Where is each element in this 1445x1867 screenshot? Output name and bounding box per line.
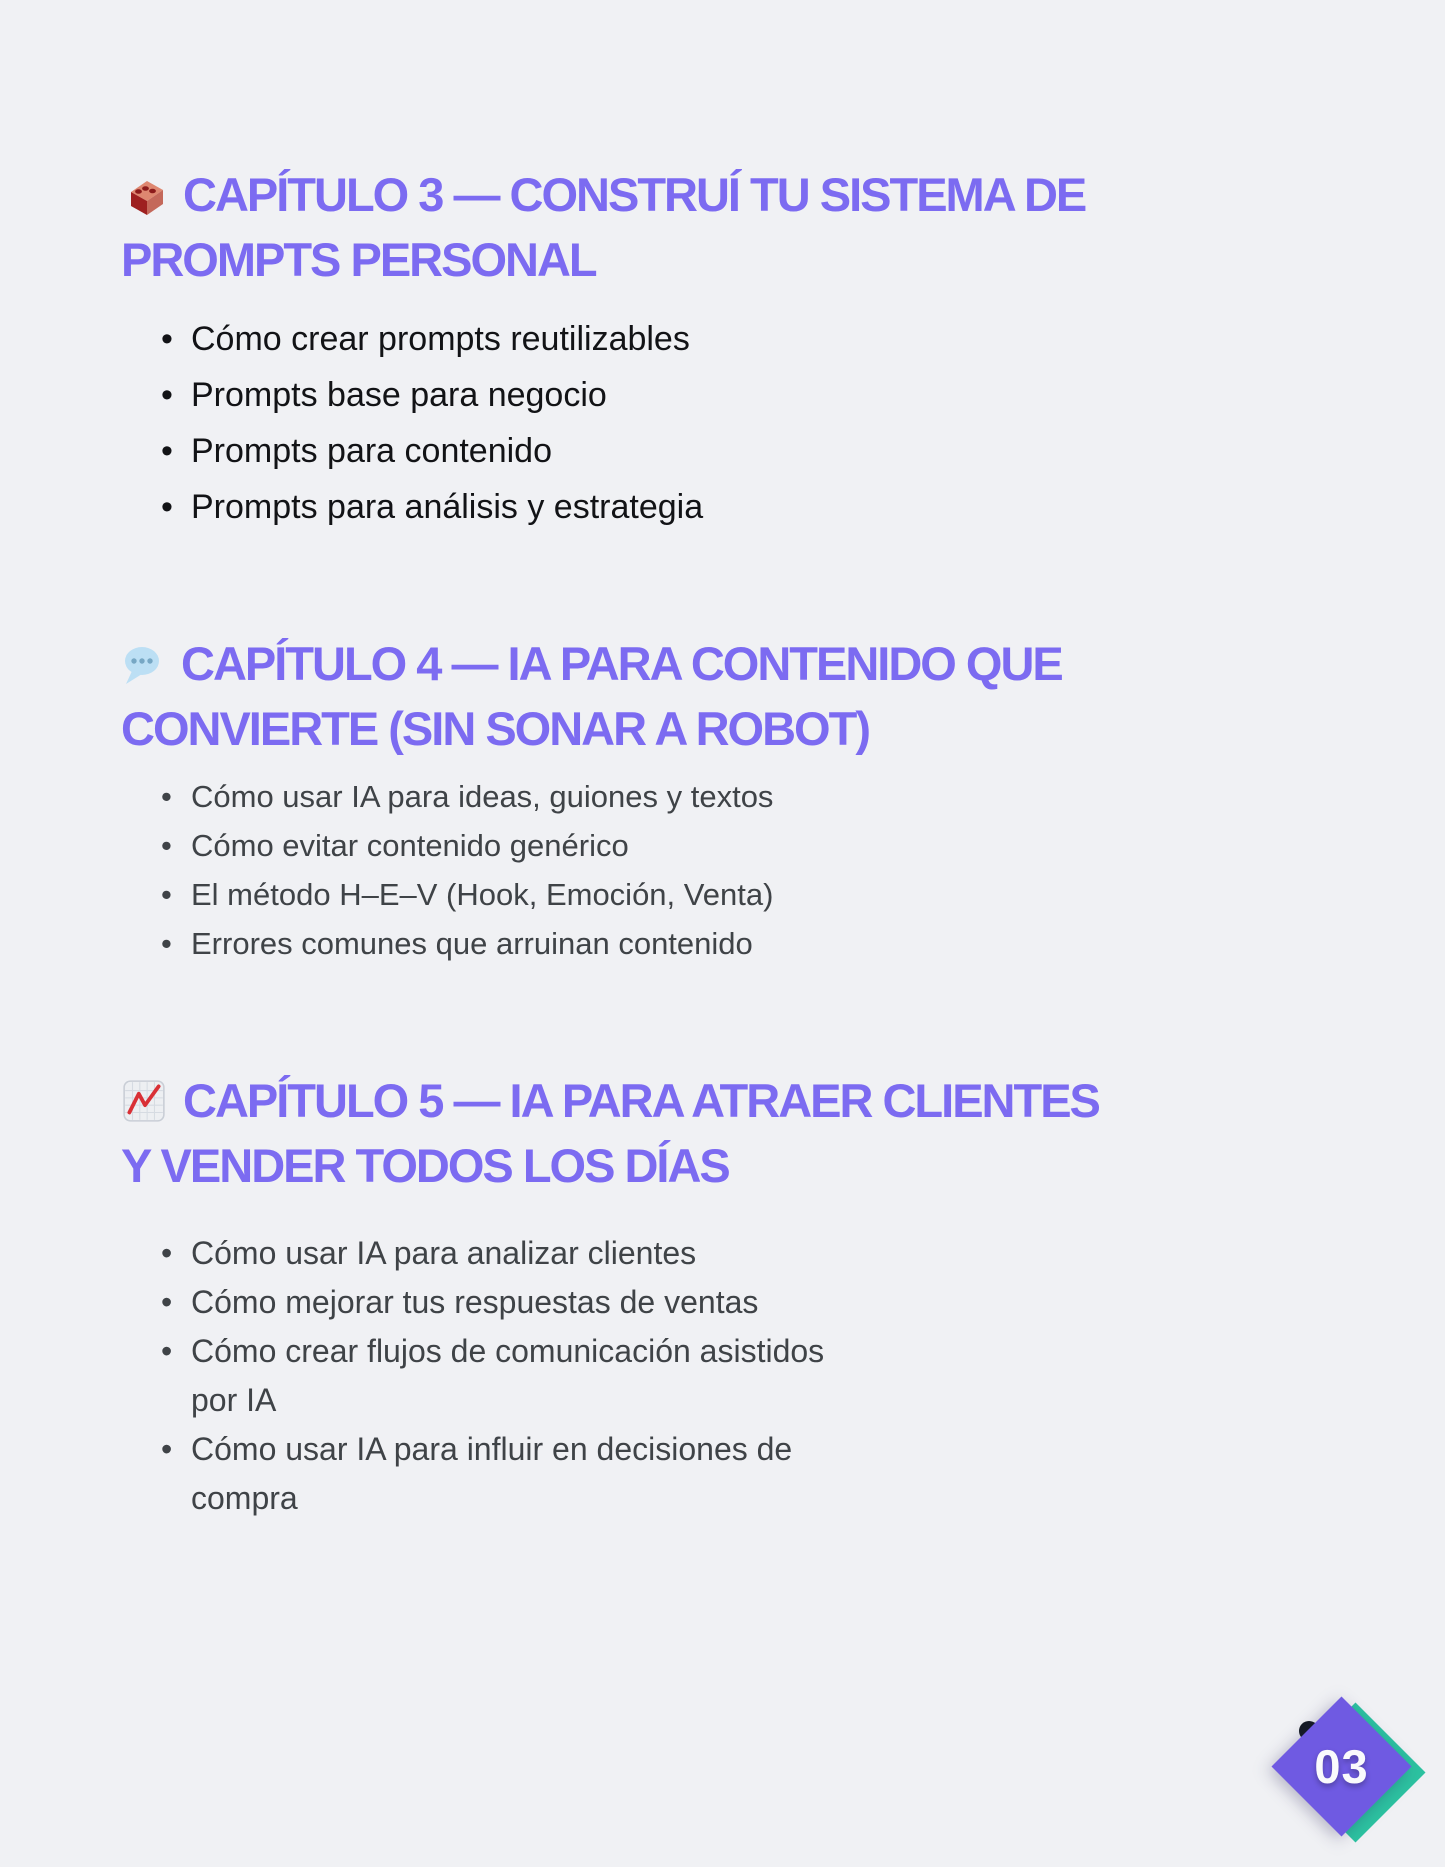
- bullet-dot: •: [161, 488, 173, 526]
- bullet-dot: •: [161, 376, 173, 414]
- bullet-dot: •: [161, 1431, 173, 1467]
- chapter-title-line: Y VENDER TODOS LOS DÍAS: [121, 1139, 729, 1192]
- chart-increasing-icon: [121, 1078, 167, 1137]
- page-content: [121, 150, 1355, 1523]
- chapter-4-bullet-list: [121, 772, 1355, 968]
- chapter-title-line: CONVIERTE (SIN SONAR A ROBOT): [121, 702, 869, 755]
- list-item: [161, 1278, 1355, 1327]
- bullet-text: Cómo evitar contenido genérico: [191, 828, 629, 863]
- bullet-dot: •: [161, 779, 172, 814]
- bullet-text: Cómo mejorar tus respuestas de ventas: [191, 1284, 759, 1320]
- list-item: [161, 1425, 1355, 1523]
- list-item: [161, 311, 1355, 367]
- bullet-text: Cómo usar IA para influir en decisiones de: [191, 1431, 793, 1467]
- chapter-3-heading: [121, 166, 1355, 289]
- bullet-dot: •: [161, 320, 173, 358]
- bullet-text-line-2: compra: [191, 1480, 298, 1516]
- page-number: 03: [1314, 1740, 1369, 1793]
- list-item: [161, 1229, 1355, 1278]
- bullet-text: El método H–E–V (Hook, Emoción, Venta): [191, 877, 774, 912]
- list-item: [161, 1327, 1355, 1425]
- bullet-text: Errores comunes que arruinan contenido: [191, 926, 753, 961]
- bullet-dot: •: [161, 1284, 173, 1320]
- list-item: [161, 479, 1355, 535]
- bullet-dot: •: [161, 926, 172, 961]
- brick-icon: [121, 173, 167, 231]
- chapter-4-heading: [121, 635, 1355, 758]
- chapter-title-line: CAPÍTULO 5 — IA PARA ATRAER CLIENTES: [183, 1074, 1099, 1127]
- bullet-text: Prompts base para negocio: [191, 376, 607, 414]
- list-item: [161, 367, 1355, 423]
- bullet-dot: •: [161, 1333, 173, 1369]
- bullet-text: Cómo crear flujos de comunicación asistidos: [191, 1333, 825, 1369]
- chapter-3-section: [121, 166, 1355, 535]
- bullet-text: Cómo usar IA para analizar clientes: [191, 1235, 697, 1271]
- chapter-3-bullet-list: [121, 311, 1355, 535]
- bullet-text-line-2: por IA: [191, 1382, 277, 1418]
- heading-line: [121, 231, 1355, 289]
- list-item: [161, 919, 1355, 968]
- bullet-text: Prompts para contenido: [191, 432, 552, 470]
- heading-line: [121, 1137, 1355, 1195]
- bullet-text: Cómo usar IA para ideas, guiones y textos: [191, 779, 774, 814]
- bullet-dot: •: [161, 1235, 173, 1271]
- list-item: [161, 870, 1355, 919]
- bullet-text: Cómo crear prompts reutilizables: [191, 320, 690, 358]
- heading-line: [121, 1072, 1355, 1137]
- chapter-5-section: [121, 1072, 1355, 1523]
- heading-line: [121, 166, 1355, 231]
- bullet-dot: •: [161, 877, 172, 912]
- bullet-dot: •: [161, 432, 173, 470]
- speech-balloon-icon: [121, 642, 165, 700]
- list-item: [161, 423, 1355, 479]
- heading-line: [121, 635, 1355, 700]
- chapter-title-line: CAPÍTULO 4 — IA PARA CONTENIDO QUE: [181, 637, 1062, 690]
- chapter-4-section: [121, 635, 1355, 968]
- page-number-badge: [1270, 1690, 1445, 1867]
- list-item: [161, 821, 1355, 870]
- chapter-title-line: CAPÍTULO 3 — CONSTRUÍ TU SISTEMA DE: [183, 168, 1086, 221]
- bullet-dot: •: [161, 828, 172, 863]
- chapter-5-heading: [121, 1072, 1355, 1195]
- chapter-5-bullet-list: [121, 1229, 1355, 1523]
- bullet-text: Prompts para análisis y estrategia: [191, 488, 704, 526]
- list-item: [161, 772, 1355, 821]
- heading-line: [121, 700, 1355, 758]
- chapter-title-line: PROMPTS PERSONAL: [121, 233, 596, 286]
